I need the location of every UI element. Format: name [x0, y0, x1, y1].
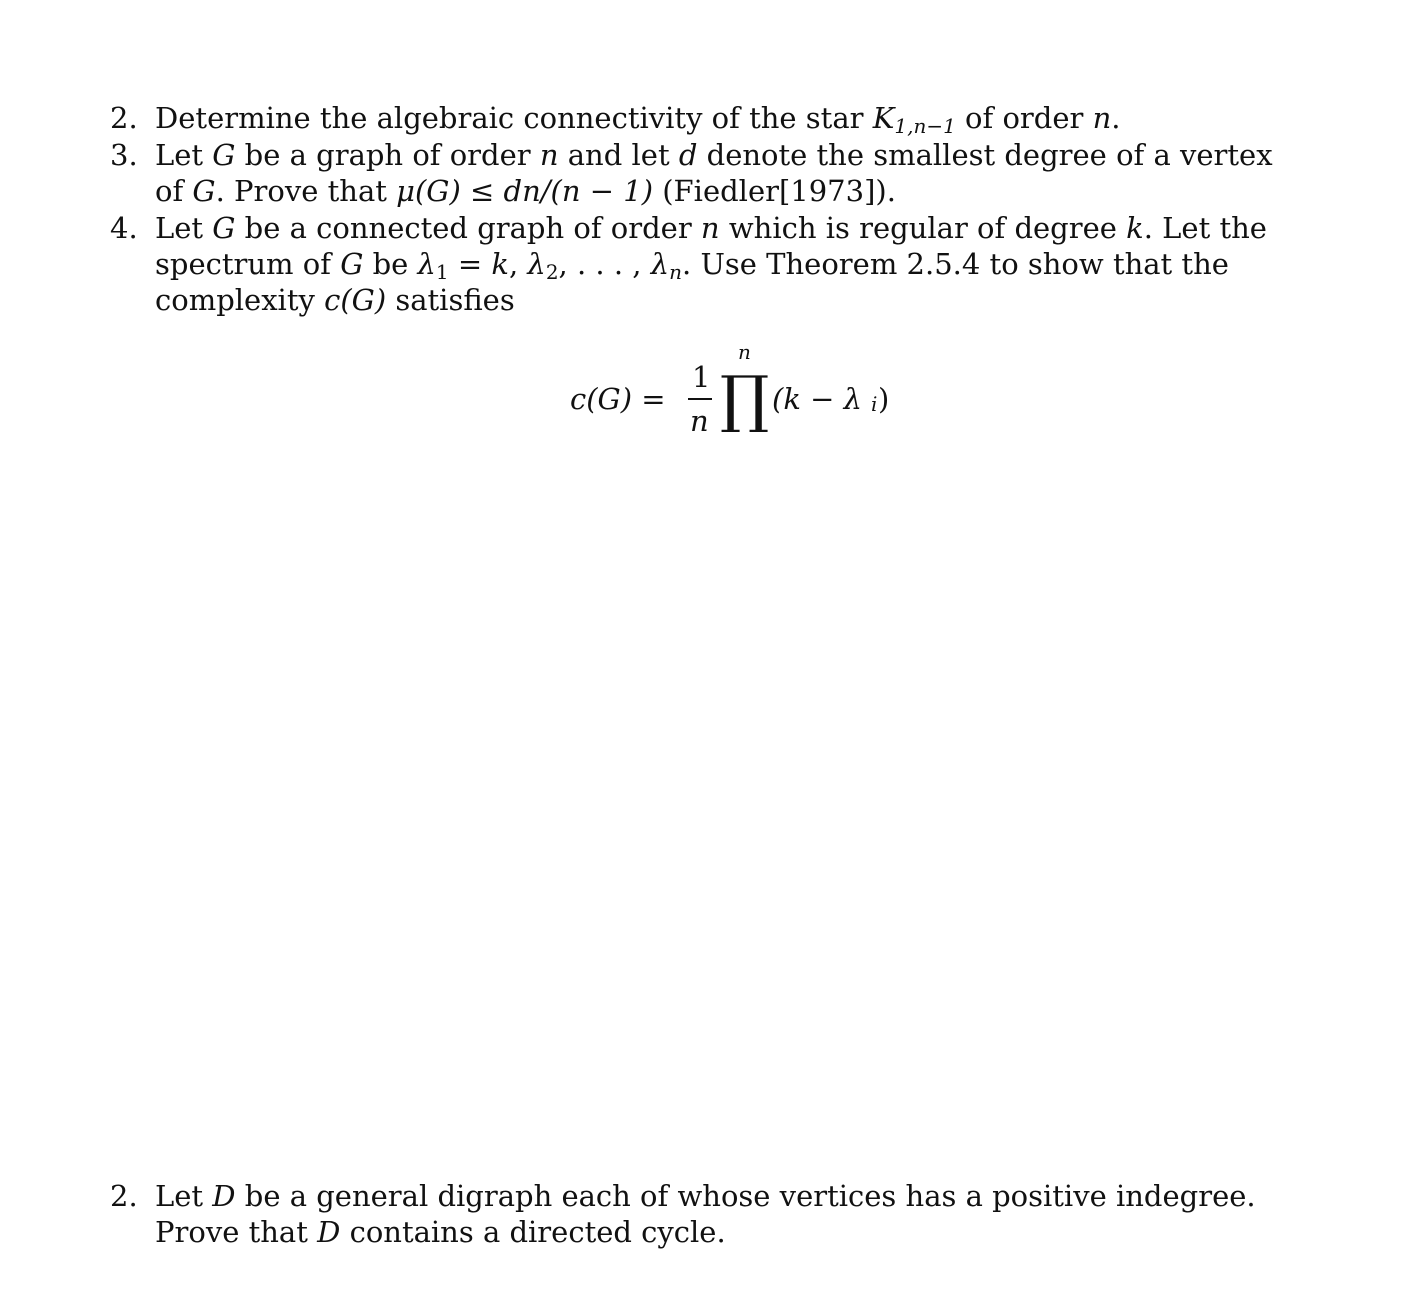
text: be a graph of order [235, 138, 540, 172]
formula-lhs: c(G) = [570, 382, 666, 416]
exercise-number: 4. [110, 211, 138, 245]
math-var: λ [527, 247, 546, 281]
exercise-text [155, 137, 1306, 209]
fraction-numerator: 1 [692, 360, 711, 394]
math-var: λ [417, 247, 436, 281]
display-formula: c(G) = 1 n n ∏ (k − λ i ) [570, 340, 890, 438]
text: Let [155, 1179, 213, 1213]
text: Prove that [155, 1215, 318, 1249]
math-var: D [317, 1215, 341, 1249]
exercise-number: 3. [110, 138, 138, 172]
text: satisfies [386, 283, 515, 317]
text: (Fiedler[1973]). [653, 174, 896, 208]
exercise-4 [110, 210, 1306, 318]
text: be a general digraph each of whose vertices has a positive indegree. [235, 1179, 1256, 1213]
math-var: D [212, 1179, 236, 1213]
text: spectrum of [155, 247, 341, 281]
text: contains a directed cycle. [340, 1215, 726, 1249]
text: Let [155, 138, 213, 172]
exercise-2-top [110, 100, 1306, 136]
exercise-text [155, 210, 1306, 318]
math-var: n [700, 211, 720, 245]
text: . Prove that [215, 174, 397, 208]
text-line [155, 137, 1306, 173]
math-subscript: n [669, 260, 683, 284]
fraction-bar [688, 398, 712, 400]
text-line [155, 173, 1306, 209]
math-var: d [678, 138, 698, 172]
text-line [155, 1214, 1306, 1250]
math-var: G [192, 174, 216, 208]
exercise-text [155, 1178, 1306, 1250]
text: Let [155, 211, 213, 245]
text-line [155, 246, 1306, 282]
text: . [1111, 101, 1121, 135]
exercise-number: 2. [110, 1179, 138, 1213]
product-term: (k − λ [772, 382, 863, 416]
exercise-text [155, 100, 1306, 136]
product-term-close: ) [878, 382, 890, 416]
text-line [155, 210, 1306, 246]
text: of [155, 174, 193, 208]
text: , . . . , [558, 247, 651, 281]
math-var: n [539, 138, 559, 172]
math-var: K [872, 101, 895, 135]
text: . Let the [1143, 211, 1267, 245]
math-var: G [212, 138, 236, 172]
text-line [155, 1178, 1306, 1214]
fraction-denominator: n [690, 404, 709, 438]
text: complexity [155, 283, 325, 317]
math-var: k [1126, 211, 1144, 245]
math-expression: μ(G) ≤ dn/(n − 1) [396, 174, 654, 208]
exercise-3 [110, 137, 1306, 209]
math-subscript: 1 [435, 260, 449, 284]
text: be a connected graph of order [235, 211, 701, 245]
text: be [363, 247, 418, 281]
exercise-2-bottom [110, 1178, 1306, 1250]
text: . Use Theorem 2.5.4 to show that the [682, 247, 1229, 281]
math-subscript: 1,n−1 [894, 114, 956, 138]
math-var: λ [650, 247, 670, 281]
text: and let [558, 138, 679, 172]
math-expression: c(G) [324, 283, 387, 317]
text: denote the smallest degree of a vertex [697, 138, 1273, 172]
math-var: G [212, 211, 236, 245]
text-line [155, 282, 1306, 318]
text: Determine the algebraic connectivity of the star [155, 101, 873, 135]
text: of order [955, 101, 1093, 135]
math-var: G [340, 247, 364, 281]
exercise-number: 2. [110, 101, 138, 135]
product-symbol: ∏ [720, 362, 770, 435]
math-var: k [491, 247, 509, 281]
math-subscript: 2 [545, 260, 559, 284]
product-upper-limit: n [738, 340, 751, 364]
text: = [448, 247, 492, 281]
math-var: n [1092, 101, 1112, 135]
text: which is regular of degree [719, 211, 1127, 245]
text: , [508, 247, 528, 281]
